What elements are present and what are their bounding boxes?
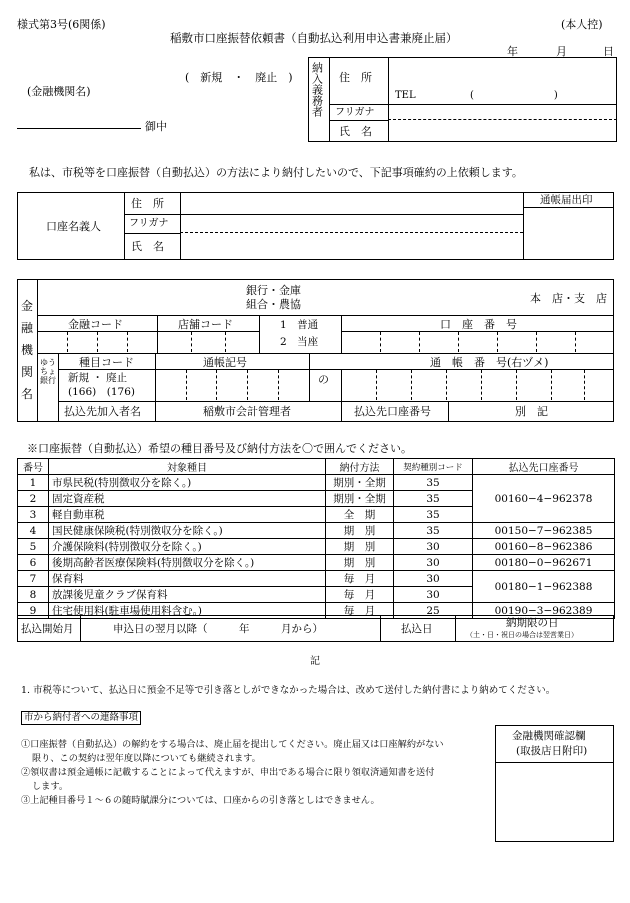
account-number-field[interactable] [342,332,613,352]
payee-account-value: 別 記 [515,405,548,418]
branch-types[interactable]: 本 店・支 店 [530,292,607,305]
copy-label: (本人控) [561,18,603,31]
row-number: 5 [18,539,49,555]
request-statement: 私は、市税等を口座振替（自動払込）の方法により納付したいので、下記事項確約の上依頼します。 [29,166,523,179]
taxpayer-address-field[interactable] [389,58,616,87]
header-item: 対象種目 [49,459,326,475]
taxpayer-address-label: 住 所 [339,71,372,84]
passbook-number-label: 通 帳 番 号(右ヅメ) [430,356,549,369]
account-type-2[interactable]: 2 当座 [280,336,319,348]
note-1: 1. 市税等について、払込日に預金不足等で引き落としができなかった場合は、改めて送付した納付書により納めてください。 [21,685,556,696]
row-code: 25 [394,603,473,619]
row-code: 30 [394,539,473,555]
date-month[interactable]: 月 [556,45,567,58]
type-code-label: 種目コード [79,356,134,369]
table-row[interactable] [18,475,615,491]
passbook-symbol-label: 通帳記号 [203,356,247,369]
row-item: 市県民税(特別徴収分を除く。) [49,475,326,491]
account-holder-label: 口座名義人 [46,220,101,233]
due-note: （土・日・祝日の場合は翌営業日） [466,631,578,639]
pay-day-label: 払込日 [401,623,433,635]
bank-types-2[interactable]: 組合・農協 [246,298,301,311]
new-cancel-choice[interactable]: ( 新規 ・ 廃止 ) [185,71,293,84]
row-number: 3 [18,507,49,523]
row-method[interactable]: 毎 月 [326,571,394,587]
row-account: 00180−0−962671 [473,555,615,571]
tel-field[interactable]: ( ) [470,90,558,101]
row-item: 軽自動車税 [49,507,326,523]
row-item: 後期高齢者医療保険料(特別徴収分を除く。) [49,555,326,571]
row-item: 放課後児童クラブ保育料 [49,587,326,603]
holder-name-field[interactable] [181,234,522,259]
taxpayer-name-field[interactable] [389,121,616,141]
contact-3: ③上記種目番号１～６の随時賦課分については、口座からの引き落としはできません。 [21,795,380,806]
yucho-label: ゆうちょ銀行 [40,358,56,385]
bank-suffix: 御中 [145,120,167,133]
bank-code-label: 金融コード [68,318,123,331]
row-number: 8 [18,587,49,603]
header-code: 契約種別コード [394,459,473,475]
bank-name-line[interactable] [17,128,141,129]
date-day[interactable]: 日 [603,45,614,58]
seal-label: 通帳届出印 [540,194,593,206]
holder-address-field[interactable] [181,193,522,213]
row-item: 固定資産税 [49,491,326,507]
contact-heading: 市から納付者への連絡事項 [21,711,141,725]
contact-1-line1: ①口座振替（自動払込）の解約をする場合は、廃止届を提出してください。廃止届又は口座解約がない [21,739,444,750]
row-method[interactable]: 毎 月 [326,603,394,619]
tel-label: TEL [395,90,416,101]
passbook-number-field[interactable] [342,370,613,400]
bank-code-field[interactable] [38,332,159,352]
row-item: 国民健康保険税(特別徴収分を除く。) [49,523,326,539]
taxpayer-furigana-label: フリガナ [335,107,375,118]
branch-code-label: 店舗コード [178,318,233,331]
row-code: 30 [394,571,473,587]
items-header-row [18,459,615,475]
contact-2-line2: します。 [32,781,69,792]
date-year[interactable]: 年 [507,45,518,58]
row-code: 35 [394,523,473,539]
items-instruction: ※口座振替（自動払込）希望の種目番号及び納付方法を〇で囲んでください。 [27,442,412,455]
header-number: 番号 [18,459,49,475]
payee-label: 払込先加入者名 [64,405,141,418]
row-number: 4 [18,523,49,539]
taxpayer-name-label: 氏 名 [339,125,372,138]
row-method[interactable]: 期別・全期 [326,475,394,491]
row-number: 6 [18,555,49,571]
row-code: 35 [394,491,473,507]
start-month-value[interactable]: 申込日の翌月以降（ 年 月から） [113,623,323,635]
row-number: 2 [18,491,49,507]
row-code: 35 [394,507,473,523]
items-table [17,458,615,619]
table-row[interactable] [18,571,615,587]
row-code: 30 [394,587,473,603]
row-number: 1 [18,475,49,491]
passbook-symbol-field[interactable] [156,370,308,400]
row-item: 住宅使用料(駐車場使用料含む。) [49,603,326,619]
row-item: 介護保険料(特別徴収分を除く。) [49,539,326,555]
table-row[interactable] [18,555,615,571]
row-account: 00160−8−962386 [473,539,615,555]
row-account: 00160−4−962378 [473,475,615,523]
bank-types-1[interactable]: 銀行・金庫 [246,284,301,297]
no-character: の [318,373,329,386]
row-item: 保育料 [49,571,326,587]
row-method[interactable]: 期 別 [326,523,394,539]
yucho-new-cancel[interactable]: 新規 ・ 廃止 [68,372,128,384]
row-method[interactable]: 期 別 [326,555,394,571]
bank-confirm-box[interactable] [495,725,614,842]
row-number: 7 [18,571,49,587]
yucho-codes[interactable]: (166) (176) [68,386,135,398]
row-method[interactable]: 全 期 [326,507,394,523]
taxpayer-side-label: 納入義務者 [310,62,324,117]
document-title: 稲敷市口座振替依頼書（自動払込利用申込書兼廃止届） [170,31,458,45]
account-type-1[interactable]: 1 普通 [280,319,319,331]
row-method[interactable]: 毎 月 [326,587,394,603]
table-row[interactable] [18,523,615,539]
row-account: 00150−7−962385 [473,523,615,539]
form-number: 様式第3号(6関係) [17,18,106,31]
holder-name-label: 氏 名 [131,240,164,253]
row-method[interactable]: 期 別 [326,539,394,555]
payee-value: 稲敷市会計管理者 [203,405,291,418]
bank-confirm-subtitle: (取扱店日附印) [516,745,588,757]
contact-2-line1: ②領収書は預金通帳に記載することによって代えますが、申出である場合に限り領収済通知書を送付 [21,767,435,778]
row-code: 35 [394,475,473,491]
branch-code-field[interactable] [158,332,258,352]
header-account: 払込先口座番号 [473,459,615,475]
row-method[interactable]: 期別・全期 [326,491,394,507]
table-row[interactable] [18,539,615,555]
due-label: 納期限の日 [506,617,559,629]
row-account: 00180−1−962388 [473,571,615,603]
holder-furigana-label: フリガナ [129,218,169,229]
row-code: 30 [394,555,473,571]
row-number: 9 [18,603,49,619]
bank-name-label: (金融機関名) [27,85,91,98]
account-number-label: 口 座 番 号 [440,318,517,331]
header-method: 納付方法 [326,459,394,475]
payee-account-label: 払込先口座番号 [354,405,431,418]
seal-field[interactable] [524,208,613,259]
notes-heading: 記 [310,656,320,667]
bank-confirm-title: 金融機関確認欄 [512,730,586,742]
holder-address-label: 住 所 [131,197,164,210]
financial-side-label: 金融機関名 [20,299,33,401]
row-account: 00190−3−962389 [473,603,615,619]
start-month-label: 払込開始月 [21,623,74,635]
contact-1-line2: 限り、この契約は翌年度以降についても継続されます。 [32,753,261,764]
